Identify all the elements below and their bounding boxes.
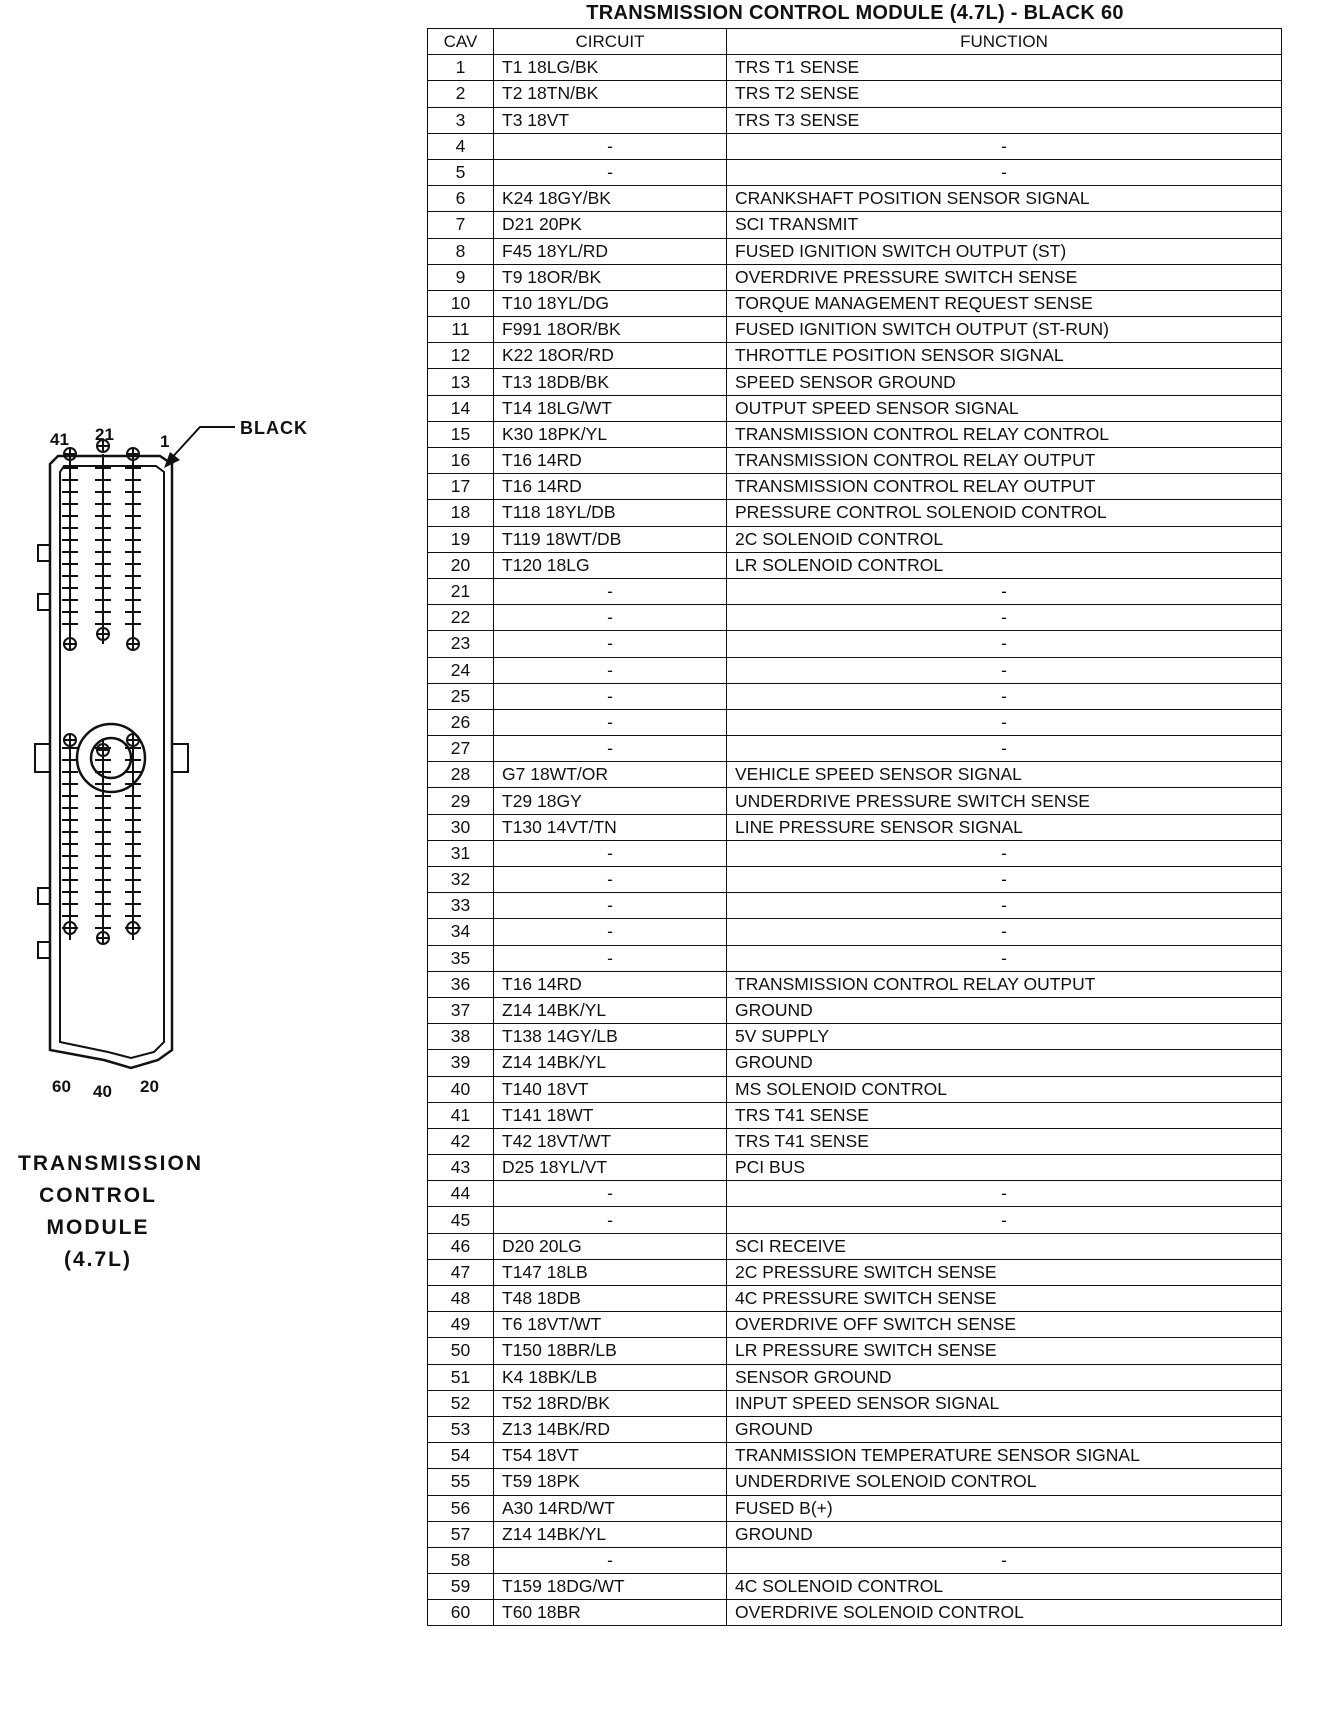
function-cell: TRANSMISSION CONTROL RELAY OUTPUT [727,474,1282,500]
function-cell: GROUND [727,1416,1282,1442]
circuit-cell: T1 18LG/BK [494,55,727,81]
cav-cell: 46 [428,1233,494,1259]
circuit-cell: - [494,840,727,866]
table-row [428,1024,1282,1050]
table-title: TRANSMISSION CONTROL MODULE (4.7L) - BLACK 60 [586,2,1124,24]
function-cell: - [727,945,1282,971]
cav-cell: 42 [428,1128,494,1154]
function-cell: OVERDRIVE OFF SWITCH SENSE [727,1312,1282,1338]
circuit-cell: T2 18TN/BK [494,81,727,107]
function-cell: - [727,683,1282,709]
cav-cell: 9 [428,264,494,290]
table-row [428,1181,1282,1207]
function-cell: LR SOLENOID CONTROL [727,552,1282,578]
table-row [428,55,1282,81]
table-row [428,343,1282,369]
function-cell: FUSED IGNITION SWITCH OUTPUT (ST-RUN) [727,317,1282,343]
circuit-cell: T16 14RD [494,971,727,997]
circuit-cell: T9 18OR/BK [494,264,727,290]
table-row [428,1076,1282,1102]
table-row [428,1574,1282,1600]
cav-cell: 57 [428,1521,494,1547]
cav-cell: 45 [428,1207,494,1233]
module-name-line: CONTROL [39,1184,157,1207]
module-name-line: MODULE [46,1216,150,1239]
table-row [428,1338,1282,1364]
table-row [428,997,1282,1023]
table-row [428,1233,1282,1259]
circuit-cell: - [494,683,727,709]
function-cell: SCI TRANSMIT [727,212,1282,238]
circuit-cell: T52 18RD/BK [494,1390,727,1416]
circuit-cell: - [494,867,727,893]
table-row [428,159,1282,185]
table-row [428,840,1282,866]
module-name-caption [18,1148,204,1276]
cav-cell: 34 [428,919,494,945]
cav-cell: 55 [428,1469,494,1495]
table-row [428,238,1282,264]
table-row [428,945,1282,971]
table-row [428,867,1282,893]
cav-cell: 38 [428,1024,494,1050]
circuit-cell: K22 18OR/RD [494,343,727,369]
table-row [428,709,1282,735]
table-row [428,1443,1282,1469]
function-cell: OUTPUT SPEED SENSOR SIGNAL [727,395,1282,421]
function-cell: 5V SUPPLY [727,1024,1282,1050]
cav-cell: 60 [428,1600,494,1626]
cav-cell: 18 [428,500,494,526]
table-row [428,526,1282,552]
function-cell: MS SOLENOID CONTROL [727,1076,1282,1102]
cav-cell: 22 [428,605,494,631]
function-cell: - [727,1181,1282,1207]
table-row [428,1495,1282,1521]
function-cell: LINE PRESSURE SENSOR SIGNAL [727,814,1282,840]
circuit-cell: T159 18DG/WT [494,1574,727,1600]
table-row [428,448,1282,474]
function-cell: - [727,578,1282,604]
cav-cell: 56 [428,1495,494,1521]
cav-cell: 19 [428,526,494,552]
cav-cell: 48 [428,1286,494,1312]
function-cell: TRS T41 SENSE [727,1128,1282,1154]
cav-cell: 49 [428,1312,494,1338]
cav-cell: 6 [428,186,494,212]
function-cell: - [727,1547,1282,1573]
function-cell: GROUND [727,1050,1282,1076]
table-row [428,605,1282,631]
table-row [428,893,1282,919]
black-arrow-icon [160,418,240,478]
circuit-cell: T48 18DB [494,1286,727,1312]
circuit-cell: T10 18YL/DG [494,290,727,316]
circuit-cell: T29 18GY [494,788,727,814]
table-row [428,1155,1282,1181]
cav-cell: 51 [428,1364,494,1390]
header-circuit: CIRCUIT [494,29,727,55]
function-cell: - [727,867,1282,893]
circuit-cell: Z14 14BK/YL [494,1521,727,1547]
pin-label-20: 20 [140,1077,159,1096]
table-row [428,788,1282,814]
function-cell: - [727,605,1282,631]
cav-cell: 11 [428,317,494,343]
function-cell: UNDERDRIVE SOLENOID CONTROL [727,1469,1282,1495]
connector-face-diagram [20,410,220,1110]
cav-cell: 58 [428,1547,494,1573]
function-cell: OVERDRIVE SOLENOID CONTROL [727,1600,1282,1626]
circuit-cell: - [494,631,727,657]
function-cell: CRANKSHAFT POSITION SENSOR SIGNAL [727,186,1282,212]
cav-cell: 14 [428,395,494,421]
cav-cell: 17 [428,474,494,500]
circuit-cell: T59 18PK [494,1469,727,1495]
cav-cell: 41 [428,1102,494,1128]
cav-cell: 1 [428,55,494,81]
circuit-cell: - [494,159,727,185]
table-row [428,1521,1282,1547]
table-row [428,552,1282,578]
circuit-cell: - [494,1547,727,1573]
function-cell: - [727,657,1282,683]
cav-cell: 52 [428,1390,494,1416]
circuit-cell: T60 18BR [494,1600,727,1626]
function-cell: - [727,133,1282,159]
circuit-cell: Z14 14BK/YL [494,997,727,1023]
cav-cell: 4 [428,133,494,159]
cav-cell: 32 [428,867,494,893]
cav-cell: 12 [428,343,494,369]
table-row [428,474,1282,500]
table-row [428,421,1282,447]
cav-cell: 24 [428,657,494,683]
circuit-cell: T119 18WT/DB [494,526,727,552]
circuit-cell: K24 18GY/BK [494,186,727,212]
table-row [428,578,1282,604]
pin-label-41: 41 [50,430,69,449]
function-cell: SENSOR GROUND [727,1364,1282,1390]
circuit-cell: Z13 14BK/RD [494,1416,727,1442]
table-row [428,657,1282,683]
cav-cell: 15 [428,421,494,447]
cav-cell: 59 [428,1574,494,1600]
function-cell: TORQUE MANAGEMENT REQUEST SENSE [727,290,1282,316]
table-row [428,264,1282,290]
circuit-cell: - [494,919,727,945]
cav-cell: 33 [428,893,494,919]
function-cell: - [727,631,1282,657]
circuit-cell: A30 14RD/WT [494,1495,727,1521]
circuit-cell: - [494,578,727,604]
table-row [428,500,1282,526]
cav-cell: 2 [428,81,494,107]
table-row [428,814,1282,840]
cav-cell: 7 [428,212,494,238]
circuit-cell: - [494,605,727,631]
connector-color-label: BLACK [240,418,308,438]
table-row [428,683,1282,709]
cav-cell: 23 [428,631,494,657]
function-cell: - [727,919,1282,945]
function-cell: OVERDRIVE PRESSURE SWITCH SENSE [727,264,1282,290]
table-row [428,81,1282,107]
table-row [428,1286,1282,1312]
circuit-cell: Z14 14BK/YL [494,1050,727,1076]
cav-cell: 8 [428,238,494,264]
circuit-cell: G7 18WT/OR [494,762,727,788]
circuit-cell: T16 14RD [494,448,727,474]
function-cell: - [727,840,1282,866]
function-cell: TRS T41 SENSE [727,1102,1282,1128]
function-cell: TRANSMISSION CONTROL RELAY CONTROL [727,421,1282,447]
table-row [428,395,1282,421]
function-cell: TRANSMISSION CONTROL RELAY OUTPUT [727,971,1282,997]
function-cell: SPEED SENSOR GROUND [727,369,1282,395]
module-name-line: (4.7L) [63,1248,132,1271]
function-cell: 4C SOLENOID CONTROL [727,1574,1282,1600]
table-row [428,1416,1282,1442]
cav-cell: 40 [428,1076,494,1102]
function-cell: PCI BUS [727,1155,1282,1181]
circuit-cell: T16 14RD [494,474,727,500]
cav-cell: 16 [428,448,494,474]
pin-label-21: 21 [95,425,114,444]
table-row [428,1469,1282,1495]
table-row [428,631,1282,657]
table-header-row [428,29,1282,55]
circuit-cell: - [494,945,727,971]
header-cav: CAV [428,29,494,55]
cav-cell: 50 [428,1338,494,1364]
cav-cell: 47 [428,1259,494,1285]
circuit-cell: T141 18WT [494,1102,727,1128]
circuit-cell: T120 18LG [494,552,727,578]
function-cell: TRANMISSION TEMPERATURE SENSOR SIGNAL [727,1443,1282,1469]
table-row [428,212,1282,238]
circuit-cell: D20 20LG [494,1233,727,1259]
cav-cell: 10 [428,290,494,316]
cav-cell: 29 [428,788,494,814]
cav-cell: 54 [428,1443,494,1469]
function-cell: GROUND [727,1521,1282,1547]
table-row [428,186,1282,212]
module-name-line: TRANSMISSION [18,1152,204,1175]
table-row [428,290,1282,316]
circuit-cell: D21 20PK [494,212,727,238]
circuit-cell: T14 18LG/WT [494,395,727,421]
cav-cell: 53 [428,1416,494,1442]
function-cell: - [727,709,1282,735]
table-row [428,1259,1282,1285]
pin-label-60: 60 [52,1077,71,1096]
function-cell: THROTTLE POSITION SENSOR SIGNAL [727,343,1282,369]
circuit-cell: F45 18YL/RD [494,238,727,264]
cav-cell: 39 [428,1050,494,1076]
pinout-table [427,28,1282,1626]
function-cell: - [727,1207,1282,1233]
function-cell: UNDERDRIVE PRESSURE SWITCH SENSE [727,788,1282,814]
cav-cell: 3 [428,107,494,133]
circuit-cell: K4 18BK/LB [494,1364,727,1390]
circuit-cell: - [494,133,727,159]
cav-cell: 5 [428,159,494,185]
table-row [428,1364,1282,1390]
function-cell: - [727,736,1282,762]
table-row [428,919,1282,945]
cav-cell: 44 [428,1181,494,1207]
circuit-cell: - [494,736,727,762]
circuit-cell: - [494,1207,727,1233]
function-cell: VEHICLE SPEED SENSOR SIGNAL [727,762,1282,788]
circuit-cell: T130 14VT/TN [494,814,727,840]
cav-cell: 21 [428,578,494,604]
function-cell: FUSED B(+) [727,1495,1282,1521]
function-cell: 2C PRESSURE SWITCH SENSE [727,1259,1282,1285]
table-row [428,762,1282,788]
cav-cell: 37 [428,997,494,1023]
circuit-cell: T42 18VT/WT [494,1128,727,1154]
function-cell: GROUND [727,997,1282,1023]
circuit-cell: D25 18YL/VT [494,1155,727,1181]
function-cell: 2C SOLENOID CONTROL [727,526,1282,552]
circuit-cell: - [494,1181,727,1207]
table-row [428,1390,1282,1416]
table-row [428,1050,1282,1076]
circuit-cell: - [494,893,727,919]
circuit-cell: T147 18LB [494,1259,727,1285]
cav-cell: 26 [428,709,494,735]
function-cell: 4C PRESSURE SWITCH SENSE [727,1286,1282,1312]
pin-label-1: 1 [160,432,170,451]
cav-cell: 35 [428,945,494,971]
header-function: FUNCTION [727,29,1282,55]
table-row [428,107,1282,133]
cav-cell: 31 [428,840,494,866]
function-cell: FUSED IGNITION SWITCH OUTPUT (ST) [727,238,1282,264]
function-cell: TRS T2 SENSE [727,81,1282,107]
circuit-cell: T54 18VT [494,1443,727,1469]
table-row [428,971,1282,997]
function-cell: TRS T1 SENSE [727,55,1282,81]
function-cell: - [727,159,1282,185]
circuit-cell: T118 18YL/DB [494,500,727,526]
function-cell: INPUT SPEED SENSOR SIGNAL [727,1390,1282,1416]
function-cell: TRS T3 SENSE [727,107,1282,133]
cav-cell: 27 [428,736,494,762]
table-row [428,736,1282,762]
cav-cell: 25 [428,683,494,709]
circuit-cell: T13 18DB/BK [494,369,727,395]
circuit-cell: T140 18VT [494,1076,727,1102]
table-row [428,317,1282,343]
circuit-cell: T150 18BR/LB [494,1338,727,1364]
table-row [428,369,1282,395]
cav-cell: 43 [428,1155,494,1181]
function-cell: TRANSMISSION CONTROL RELAY OUTPUT [727,448,1282,474]
cav-cell: 36 [428,971,494,997]
circuit-cell: T138 14GY/LB [494,1024,727,1050]
function-cell: SCI RECEIVE [727,1233,1282,1259]
cav-cell: 28 [428,762,494,788]
table-row [428,1312,1282,1338]
function-cell: PRESSURE CONTROL SOLENOID CONTROL [727,500,1282,526]
circuit-cell: - [494,657,727,683]
circuit-cell: - [494,709,727,735]
table-row [428,1102,1282,1128]
table-row [428,1547,1282,1573]
cav-cell: 13 [428,369,494,395]
circuit-cell: T6 18VT/WT [494,1312,727,1338]
circuit-cell: T3 18VT [494,107,727,133]
table-row [428,1207,1282,1233]
table-row [428,1128,1282,1154]
circuit-cell: F991 18OR/BK [494,317,727,343]
cav-cell: 30 [428,814,494,840]
circuit-cell: K30 18PK/YL [494,421,727,447]
cav-cell: 20 [428,552,494,578]
function-cell: - [727,893,1282,919]
table-row [428,1600,1282,1626]
table-row [428,133,1282,159]
function-cell: LR PRESSURE SWITCH SENSE [727,1338,1282,1364]
pin-label-40: 40 [93,1082,112,1101]
